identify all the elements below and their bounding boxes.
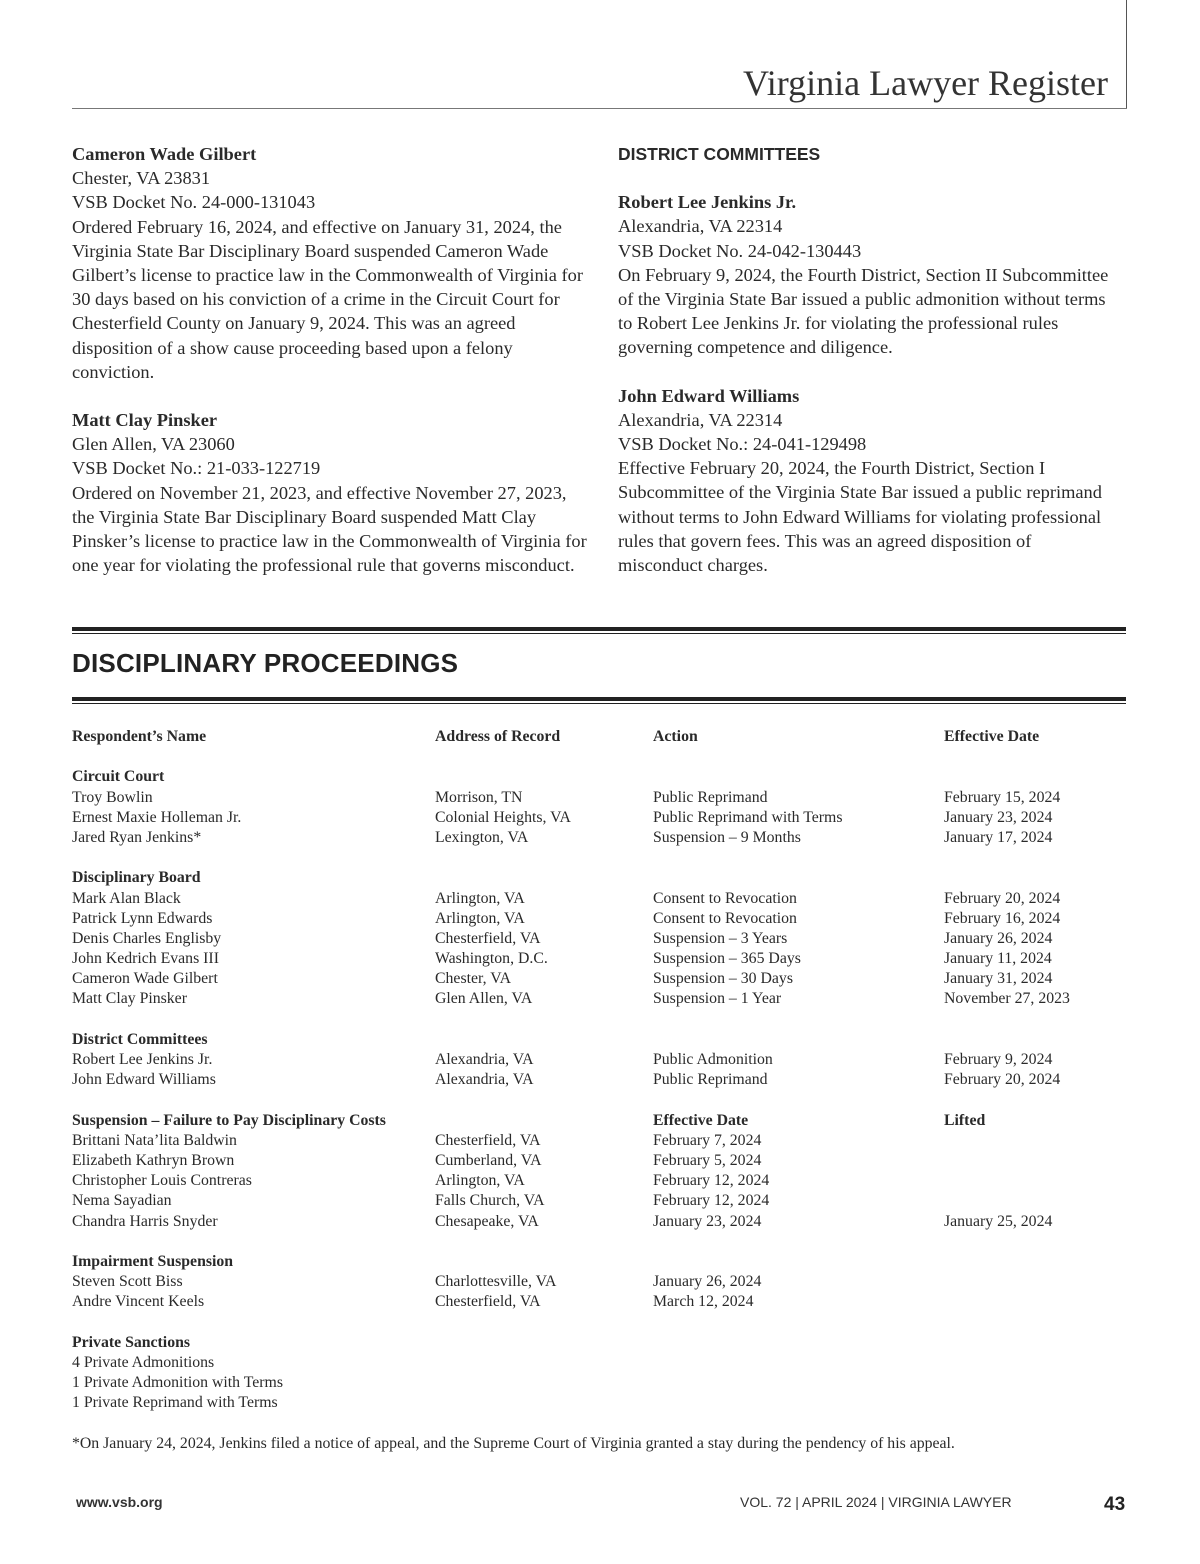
cell-name: Ernest Maxie Holleman Jr.: [72, 808, 242, 826]
group-subheading: Effective Date: [653, 1111, 749, 1129]
cell-name: Andre Vincent Keels: [72, 1293, 205, 1311]
cell-date: January 26, 2024: [944, 929, 1053, 947]
register-entry: [72, 142, 592, 384]
cell-action: Suspension – 3 Years: [653, 929, 788, 947]
disciplinary-proceedings-title: DISCIPLINARY PROCEEDINGS: [72, 648, 459, 678]
cell-address: Arlington, VA: [435, 909, 525, 927]
cell-name: Troy Bowlin: [72, 788, 153, 806]
cell-date: February 20, 2024: [944, 889, 1061, 907]
footnote: *On January 24, 2024, Jenkins filed a notice of appeal, and the Supreme Court of Virginia granted a stay during the pendency of his appeal.: [72, 1435, 955, 1452]
cell-name: Cameron Wade Gilbert: [72, 970, 218, 988]
cell-date: January 11, 2024: [944, 950, 1052, 968]
cell-address: Washington, D.C.: [435, 950, 548, 968]
table-header-row: [72, 727, 1126, 747]
section-rule-bottom: [72, 697, 1126, 701]
cell-action: Suspension – 365 Days: [653, 950, 801, 968]
group-heading: Disciplinary Board: [72, 869, 201, 887]
cell-action: March 12, 2024: [653, 1293, 754, 1311]
column-header-name: Respondent’s Name: [72, 728, 207, 745]
cell-date: January 17, 2024: [944, 828, 1053, 846]
footer-website: www.vsb.org: [76, 1494, 163, 1510]
proceedings-table: [72, 727, 1126, 1413]
page-number: 43: [1104, 1494, 1126, 1515]
group-heading-row: [72, 767, 1126, 787]
register-entry: [72, 408, 592, 577]
table-row: [72, 889, 1126, 909]
cell-address: Chesterfield, VA: [435, 1293, 541, 1311]
entry-text: On February 9, 2024, the Fourth District, Section II Subcommittee of the Virginia State Bar issued a public admonition without terms to Robert Lee Jenkins Jr. for violating the professional rules governing competence and diligence.: [618, 264, 1109, 358]
cell-date: January 31, 2024: [944, 970, 1053, 988]
group-heading-row: [72, 1333, 1126, 1353]
table-row: [72, 949, 1126, 969]
column-header-action: Action: [653, 728, 698, 745]
cell-address: Charlottesville, VA: [435, 1273, 557, 1291]
cell-address: Colonial Heights, VA: [435, 808, 571, 826]
table-row: [72, 1050, 1126, 1070]
section-rule-bottom-thin: [72, 703, 1126, 704]
cell-name: John Edward Williams: [72, 1071, 216, 1089]
cell-action: Public Reprimand with Terms: [653, 808, 843, 826]
table-row: [72, 1191, 1126, 1211]
cell-name: Nema Sayadian: [72, 1192, 172, 1210]
cell-name: Matt Clay Pinsker: [72, 990, 187, 1008]
cell-action: Public Admonition: [653, 1051, 773, 1068]
cell-action: February 12, 2024: [653, 1192, 770, 1210]
entry-name: Cameron Wade Gilbert: [72, 144, 257, 164]
cell-action: Suspension – 1 Year: [653, 990, 782, 1008]
cell-date: February 16, 2024: [944, 909, 1061, 927]
cell-action: January 26, 2024: [653, 1273, 762, 1291]
group-spacer: [72, 1312, 1126, 1332]
page-header-title: Virginia Lawyer Register: [742, 63, 1108, 103]
cell-action: Public Reprimand: [653, 788, 768, 806]
cell-name: Elizabeth Kathryn Brown: [72, 1151, 235, 1169]
entry-location: Alexandria, VA 22314: [618, 216, 783, 237]
cell-address: Chesterfield, VA: [435, 929, 541, 947]
cell-address: Alexandria, VA: [435, 1051, 534, 1068]
entry-location: Alexandria, VA 22314: [618, 409, 783, 430]
cell-address: Alexandria, VA: [435, 1071, 534, 1089]
cell-address: Chesapeake, VA: [435, 1212, 539, 1230]
entry-name: Matt Clay Pinsker: [72, 410, 218, 431]
cell-date: February 9, 2024: [944, 1051, 1053, 1068]
cell-address: Cumberland, VA: [435, 1151, 542, 1169]
cell-name: 1 Private Reprimand with Terms: [72, 1394, 278, 1412]
group-heading: Circuit Court: [72, 768, 165, 786]
group-spacer: [72, 848, 1126, 868]
entry-name: John Edward Williams: [618, 385, 800, 406]
cell-name: Steven Scott Biss: [72, 1273, 183, 1291]
entry-docket: VSB Docket No. 24-000-131043: [72, 192, 316, 213]
group-heading-row: [72, 868, 1126, 888]
register-entry: [618, 190, 1118, 359]
table-row: [72, 1171, 1126, 1191]
cell-name: 1 Private Admonition with Terms: [72, 1374, 283, 1391]
left-column: [72, 142, 592, 601]
group-heading: Impairment Suspension: [72, 1252, 234, 1270]
group-heading-row: [72, 1252, 1126, 1272]
group-spacer: [72, 1010, 1126, 1030]
register-entry: [618, 384, 1118, 578]
cell-address: Chester, VA: [435, 970, 512, 988]
cell-date: November 27, 2023: [944, 990, 1070, 1008]
table-row: [72, 808, 1126, 828]
column-header-address: Address of Record: [435, 728, 561, 745]
table-row: [72, 788, 1126, 808]
district-committees-heading: DISTRICT COMMITTEES: [618, 144, 821, 164]
cell-action: February 7, 2024: [653, 1131, 762, 1149]
cell-action: Suspension – 30 Days: [653, 970, 793, 988]
cell-address: Morrison, TN: [435, 788, 523, 806]
entry-location: Chester, VA 23831: [72, 168, 211, 189]
cell-name: Chandra Harris Snyder: [72, 1212, 218, 1230]
entry-location: Glen Allen, VA 23060: [72, 434, 235, 455]
group-heading: Suspension – Failure to Pay Disciplinary Costs: [72, 1111, 386, 1129]
cell-action: Suspension – 9 Months: [653, 828, 801, 846]
cell-name: Brittani Nata’lita Baldwin: [72, 1131, 237, 1149]
cell-name: Christopher Louis Contreras: [72, 1172, 252, 1190]
table-row: [72, 1151, 1126, 1171]
table-row: [72, 1393, 1126, 1413]
cell-date: February 20, 2024: [944, 1071, 1061, 1089]
cell-address: Chesterfield, VA: [435, 1131, 541, 1149]
right-column: [618, 142, 1118, 601]
cell-date: January 25, 2024: [944, 1212, 1053, 1230]
group-spacer: [72, 1232, 1126, 1252]
entry-text: Effective February 20, 2024, the Fourth District, Section I Subcommittee of the Virginia State Bar issued a public reprimand without terms to John Edward Williams for violating professional rules that govern fees. This was an agreed disposition of misconduct charges.: [618, 458, 1102, 576]
cell-address: Arlington, VA: [435, 1172, 525, 1190]
cell-name: Denis Charles Englisby: [72, 929, 222, 947]
table-row: [72, 1212, 1126, 1232]
table-row: [72, 1292, 1126, 1312]
cell-address: Falls Church, VA: [435, 1192, 545, 1210]
entry-text: Ordered February 16, 2024, and effective on January 31, 2024, the Virginia State Bar Disciplinary Board suspended Cameron Wade Gilbert’s license to practice law in the Commonwealth of Virginia for 30 days based on his conviction of a crime in the Circuit Court for Chesterfield County on January 9, 2024. This was an agreed disposition of a show cause proceeding based upon a felony conviction.: [72, 216, 583, 382]
cell-action: January 23, 2024: [653, 1212, 762, 1230]
header-rule: [72, 108, 1127, 109]
cell-action: Public Reprimand: [653, 1071, 768, 1089]
header-vertical-rule: [1126, 0, 1127, 108]
table-row: [72, 1353, 1126, 1373]
entry-docket: VSB Docket No. 24-042-130443: [618, 240, 862, 261]
table-row: [72, 1070, 1126, 1090]
section-rule-top-thin: [72, 633, 1126, 634]
entry-docket: VSB Docket No.: 24-041-129498: [618, 434, 867, 455]
entry-name: Robert Lee Jenkins Jr.: [618, 192, 797, 213]
table-row: [72, 909, 1126, 929]
table-row: [72, 1272, 1126, 1292]
section-rule-top: [72, 627, 1126, 631]
cell-name: Mark Alan Black: [72, 889, 181, 907]
cell-name: Robert Lee Jenkins Jr.: [72, 1051, 213, 1068]
group-heading-row: [72, 1111, 1126, 1131]
entry-docket: VSB Docket No.: 21-033-122719: [72, 458, 321, 479]
cell-date: January 23, 2024: [944, 808, 1053, 826]
group-spacer: [72, 1090, 1126, 1110]
group-subheading: Lifted: [944, 1111, 986, 1129]
column-header-effective-date: Effective Date: [944, 728, 1040, 745]
cell-address: Lexington, VA: [435, 828, 529, 846]
cell-action: Consent to Revocation: [653, 889, 797, 907]
cell-name: John Kedrich Evans III: [72, 950, 219, 968]
cell-action: February 5, 2024: [653, 1151, 762, 1169]
group-spacer: [72, 747, 1126, 767]
cell-name: Jared Ryan Jenkins*: [72, 828, 202, 846]
cell-action: Consent to Revocation: [653, 909, 797, 927]
entry-text: Ordered on November 21, 2023, and effective November 27, 2023, the Virginia State Bar Disciplinary Board suspended Matt Clay Pinsker’s license to practice law in the Commonwealth of Virginia for one year for violating the professional rule that governs misconduct.: [72, 482, 587, 576]
cell-name: Patrick Lynn Edwards: [72, 909, 213, 927]
table-row: [72, 929, 1126, 949]
footer-issue: VOL. 72 | APRIL 2024 | VIRGINIA LAWYER: [740, 1494, 1012, 1510]
table-row: [72, 1131, 1126, 1151]
cell-address: Arlington, VA: [435, 889, 525, 907]
table-row: [72, 1373, 1126, 1393]
cell-action: February 12, 2024: [653, 1172, 770, 1190]
cell-date: February 15, 2024: [944, 788, 1061, 806]
table-row: [72, 828, 1126, 848]
group-heading-row: [72, 1030, 1126, 1050]
table-row: [72, 969, 1126, 989]
table-row: [72, 989, 1126, 1009]
group-heading: Private Sanctions: [72, 1333, 191, 1351]
group-heading: District Committees: [72, 1030, 208, 1048]
cell-address: Glen Allen, VA: [435, 990, 533, 1008]
cell-name: 4 Private Admonitions: [72, 1353, 215, 1371]
